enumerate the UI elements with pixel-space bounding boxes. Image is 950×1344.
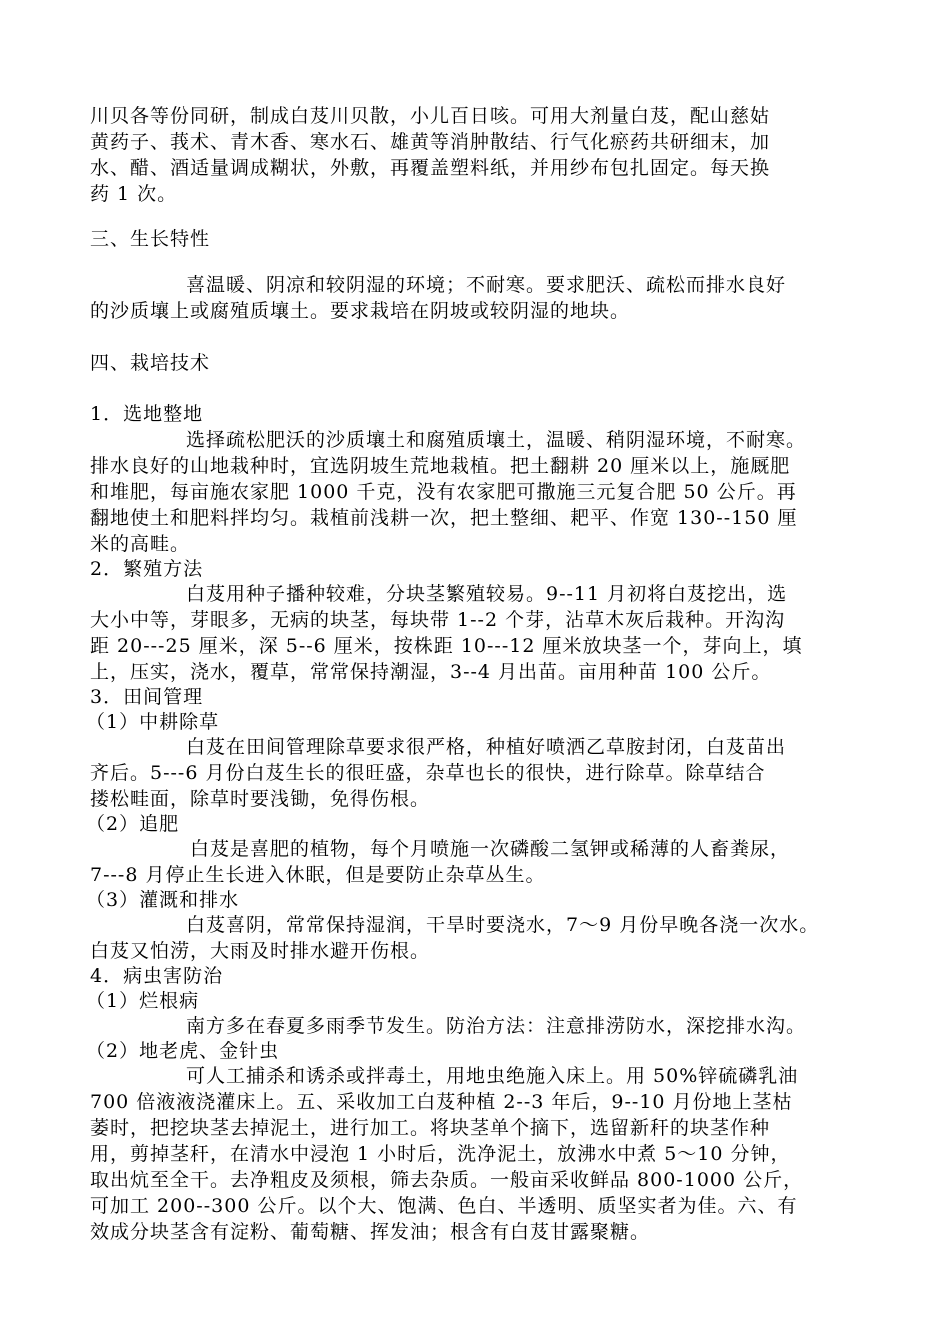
body-line: 效成分块茎含有淀粉、葡萄糖、挥发油；根含有白芨甘露聚糖。 (90, 1221, 651, 1243)
subsection-title: 4．病虫害防治 (90, 965, 224, 987)
body-line: 米的高畦。 (90, 533, 191, 555)
subsection-title: 1．选地整地 (90, 403, 204, 425)
body-line: 的沙质壤上或腐殖质壤土。要求栽培在阴坡或较阴湿的地块。 (90, 300, 631, 322)
body-line: 白芨喜阴，常常保持湿润，干旱时要浇水，7～9 月份早晚各浇一次水。 (186, 914, 820, 936)
body-line: 搂松畦面，除草时要浅锄，免得伤根。 (90, 788, 431, 810)
subsection-title: 3．田间管理 (90, 686, 204, 708)
item-title: （1）烂根病 (86, 990, 200, 1012)
body-line: 700 倍液液浇灌床上。五、采收加工白芨种植 2--3 年后，9--10 月份地上茎枯 (90, 1091, 793, 1113)
intro-line: 药 1 次。 (90, 183, 178, 205)
body-line: 距 20---25 厘米，深 5--6 厘米，按株距 10---12 厘米放块茎一个，芽向上，填 (90, 635, 803, 657)
body-line: 白芨用种子播种较难，分块茎繁殖较易。9--11 月初将白芨挖出，选 (186, 583, 788, 605)
body-line: 大小中等，芽眼多，无病的块茎，每块带 1--2 个芽，沾草木灰后栽种。开沟沟 (90, 609, 786, 631)
body-line: 排水良好的山地栽种时，宜选阴坡生荒地栽植。把土翻耕 20 厘米以上，施厩肥 (90, 455, 791, 477)
body-line: 和堆肥，每亩施农家肥 1000 千克，没有农家肥可撒施三元复合肥 50 公斤。再 (90, 481, 797, 503)
item-title: （1）中耕除草 (86, 711, 220, 733)
body-line: 上，压实，浇水，覆草，常常保持潮湿，3--4 月出苗。亩用种苗 100 公斤。 (90, 661, 772, 683)
body-line: 白芨在田间管理除草要求很严格，种植好喷洒乙草胺封闭，白芨苗出 (186, 736, 787, 758)
body-line: 选择疏松肥沃的沙质壤土和腐殖质壤土，温暖、稍阴湿环境，不耐寒。 (186, 429, 807, 451)
body-line: 可人工捕杀和诱杀或拌毒土，用地虫绝施入床上。用 50%锌硫磷乳油 (186, 1065, 799, 1087)
body-line: 取出炕至全干。去净粗皮及须根，筛去杂质。一般亩采收鲜品 800-1000 公斤， (90, 1169, 804, 1191)
body-line: 翻地使土和肥料拌均匀。栽植前浅耕一次，把土整细、耙平、作宽 130--150 厘 (90, 507, 798, 529)
body-line: 齐后。5---6 月份白芨生长的很旺盛，杂草也长的很快，进行除草。除草结合 (90, 762, 766, 784)
body-line: 喜温暖、阴凉和较阴湿的环境；不耐寒。要求肥沃、疏松而排水良好 (186, 274, 787, 296)
body-line: 萎时，把挖块茎去掉泥土，进行加工。将块茎单个摘下，选留新秆的块茎作种 (90, 1117, 771, 1139)
body-line: 白芨又怕涝，大雨及时排水避开伤根。 (90, 940, 431, 962)
item-title: （2）地老虎、金针虫 (86, 1040, 280, 1062)
section-heading: 三、生长特性 (90, 228, 211, 250)
item-title: （3）灌溉和排水 (86, 889, 240, 911)
intro-line: 水、醋、酒适量调成糊状，外敷，再覆盖塑料纸，并用纱布包扎固定。每天换 (90, 157, 771, 179)
body-line: 7---8 月停止生长进入休眠，但是要防止杂草丛生。 (90, 864, 546, 886)
intro-line: 川贝各等份同研，制成白芨川贝散，小儿百日咳。可用大剂量白芨，配山慈姑 (90, 105, 771, 127)
item-title: （2）追肥 (86, 813, 180, 835)
body-line: 白芨是喜肥的植物，每个月喷施一次磷酸二氢钾或稀薄的人畜粪尿， (190, 838, 791, 860)
intro-line: 黄药子、莪术、青木香、寒水石、雄黄等消肿散结、行气化瘀药共研细末，加 (90, 131, 771, 153)
body-line: 可加工 200--300 公斤。以个大、饱满、色白、半透明、质坚实者为佳。六、有 (90, 1195, 798, 1217)
subsection-title: 2．繁殖方法 (90, 558, 204, 580)
body-line: 用，剪掉茎秆，在清水中浸泡 1 小时后，洗净泥土，放沸水中煮 5～10 分钟， (90, 1143, 791, 1165)
section-heading: 四、栽培技术 (90, 352, 211, 374)
body-line: 南方多在春夏多雨季节发生。防治方法：注意排涝防水，深挖排水沟。 (186, 1015, 807, 1037)
